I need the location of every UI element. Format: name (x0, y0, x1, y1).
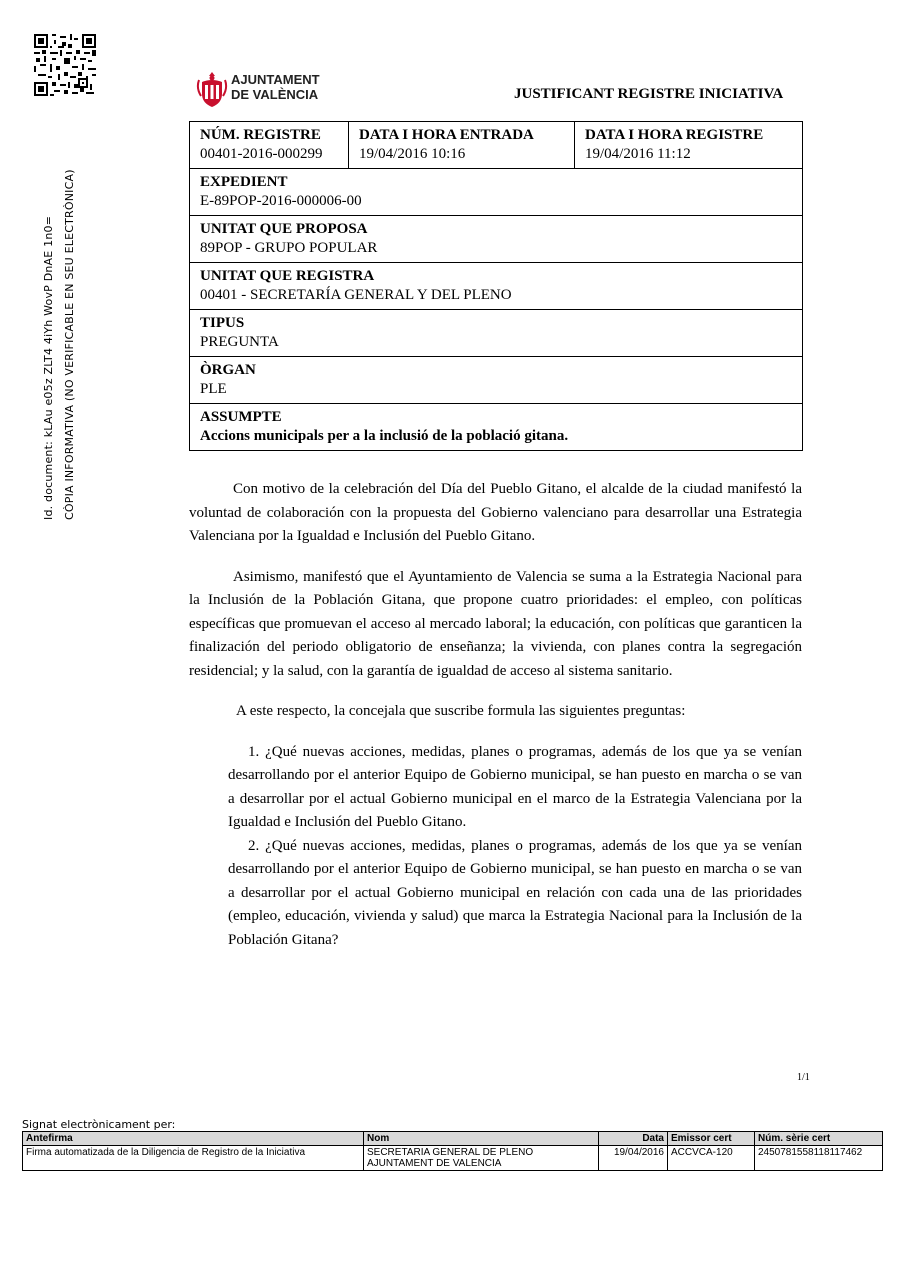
organ-value: PLE (200, 381, 227, 397)
organ-cell (190, 357, 803, 404)
side-document-id (38, 169, 80, 520)
city-crest-icon (196, 70, 228, 108)
unitat-registra-cell (190, 263, 803, 310)
document-body (189, 478, 802, 952)
question-item: 2. ¿Qué nuevas acciones, medidas, planes o programas, además de los que ya se venían desarrollando por el anterior Equipo de Gobierno municipal, se han puesto en marcha o se van a desarrollar por el actual Gobierno municipal en relación con cada una de las prioridades (empleo, educación, vivienda y salud) que marca la Estrategia Nacional para la Inclusión de la Población Gitana? (228, 837, 802, 948)
document-id-line: Id. document: kLAu e05z ZLT4 4iYh WovP DnAE 1n0= (42, 215, 55, 520)
tipus-cell (190, 310, 803, 357)
data-header: Data (599, 1132, 668, 1146)
unitat-proposa-label: UNITAT QUE PROPOSA (200, 221, 368, 237)
tipus-label: TIPUS (200, 315, 245, 331)
num-registre-label: NÚM. REGISTRE (200, 127, 321, 143)
nom-line-1: SECRETARIA GENERAL DE PLENO (367, 1147, 534, 1158)
page-number: 1/1 (797, 1072, 810, 1083)
emissor-value: ACCVCA-120 (668, 1146, 755, 1171)
expedient-value: E-89POP-2016-000006-00 (200, 193, 362, 209)
assumpte-value: Accions municipals per a la inclusió de la població gitana. (200, 428, 569, 444)
organ-label: ÒRGAN (200, 362, 256, 378)
questions-list (189, 741, 802, 953)
antefirma-header: Antefirma (23, 1132, 364, 1146)
nom-header: Nom (364, 1132, 599, 1146)
data-registre-value: 19/04/2016 11:12 (585, 146, 691, 162)
serie-header: Núm. sèrie cert (755, 1132, 883, 1146)
data-value: 19/04/2016 (599, 1146, 668, 1171)
data-entrada-label: DATA I HORA ENTRADA (359, 127, 534, 143)
ajuntament-logo (196, 70, 336, 110)
body-paragraph-2: Asimismo, manifestó que el Ayuntamiento de Valencia se suma a la Estrategia Nacional para la Inclusión de la Población Gitana, que propone cuatro prioridades: el empleo, con políticas específicas que promuevan el acceso al mercado laboral; la educación, con políticas que garanticen la finalización del periodo obligatorio de enseñanza; la vivienda, con planes contra la segregación residencial; y la salud, con la garantía de igualdad de acceso al sistema sanitario. (189, 568, 802, 679)
document-title: JUSTIFICANT REGISTRE INICIATIVA (514, 86, 784, 102)
num-registre-value: 00401-2016-000299 (200, 146, 323, 162)
unitat-registra-label: UNITAT QUE REGISTRA (200, 268, 375, 284)
body-paragraph-1: Con motivo de la celebración del Día del Pueblo Gitano, el alcalde de la ciudad manifestó la voluntad de colaboración con la propuesta del Gobierno valenciano para desarrollar una Estrategia Valenciana por la Igualdad e Inclusión del Pueblo Gitano. (189, 481, 802, 544)
qr-code-icon (34, 34, 96, 96)
nom-value (364, 1146, 599, 1171)
data-registre-label: DATA I HORA REGISTRE (585, 127, 764, 143)
logo-line-1: AJUNTAMENT (231, 72, 320, 87)
data-entrada-value: 19/04/2016 10:16 (359, 146, 466, 162)
expedient-cell (190, 169, 803, 216)
data-entrada-cell (349, 122, 575, 169)
registry-table (189, 121, 803, 451)
antefirma-value: Firma automatizada de la Diligencia de Registro de la Iniciativa (23, 1146, 364, 1171)
signature-table (22, 1131, 883, 1171)
unitat-proposa-value: 89POP - GRUPO POPULAR (200, 240, 378, 256)
informative-copy-line: CÒPIA INFORMATIVA (NO VERIFICABLE EN SEU ELECTRÒNICA) (63, 169, 76, 520)
body-paragraph-3: A este respecto, la concejala que suscribe formula las siguientes preguntas: (236, 703, 686, 719)
assumpte-label: ASSUMPTE (200, 409, 282, 425)
table-row (23, 1146, 883, 1171)
num-registre-cell (190, 122, 349, 169)
logo-line-2: DE VALÈNCIA (231, 87, 319, 102)
nom-line-2: AJUNTAMENT DE VALENCIA (367, 1158, 502, 1169)
question-item: 1. ¿Qué nuevas acciones, medidas, planes o programas, además de los que ya se venían desarrollando por el anterior Equipo de Gobierno municipal, se han puesto en marcha o se van a desarrollar por el actual Gobierno municipal en el marco de la Estrategia Valenciana por la Igualdad e Inclusión del Pueblo Gitano. (228, 743, 802, 830)
signature-header-row (23, 1132, 883, 1146)
tipus-value: PREGUNTA (200, 334, 279, 350)
unitat-proposa-cell (190, 216, 803, 263)
serie-value: 2450781558118117462 (755, 1146, 883, 1171)
assumpte-cell (190, 404, 803, 451)
emissor-header: Emissor cert (668, 1132, 755, 1146)
expedient-label: EXPEDIENT (200, 174, 288, 190)
signature-caption: Signat electrònicament per: (22, 1118, 176, 1131)
data-registre-cell (575, 122, 803, 169)
unitat-registra-value: 00401 - SECRETARÍA GENERAL Y DEL PLENO (200, 287, 512, 303)
